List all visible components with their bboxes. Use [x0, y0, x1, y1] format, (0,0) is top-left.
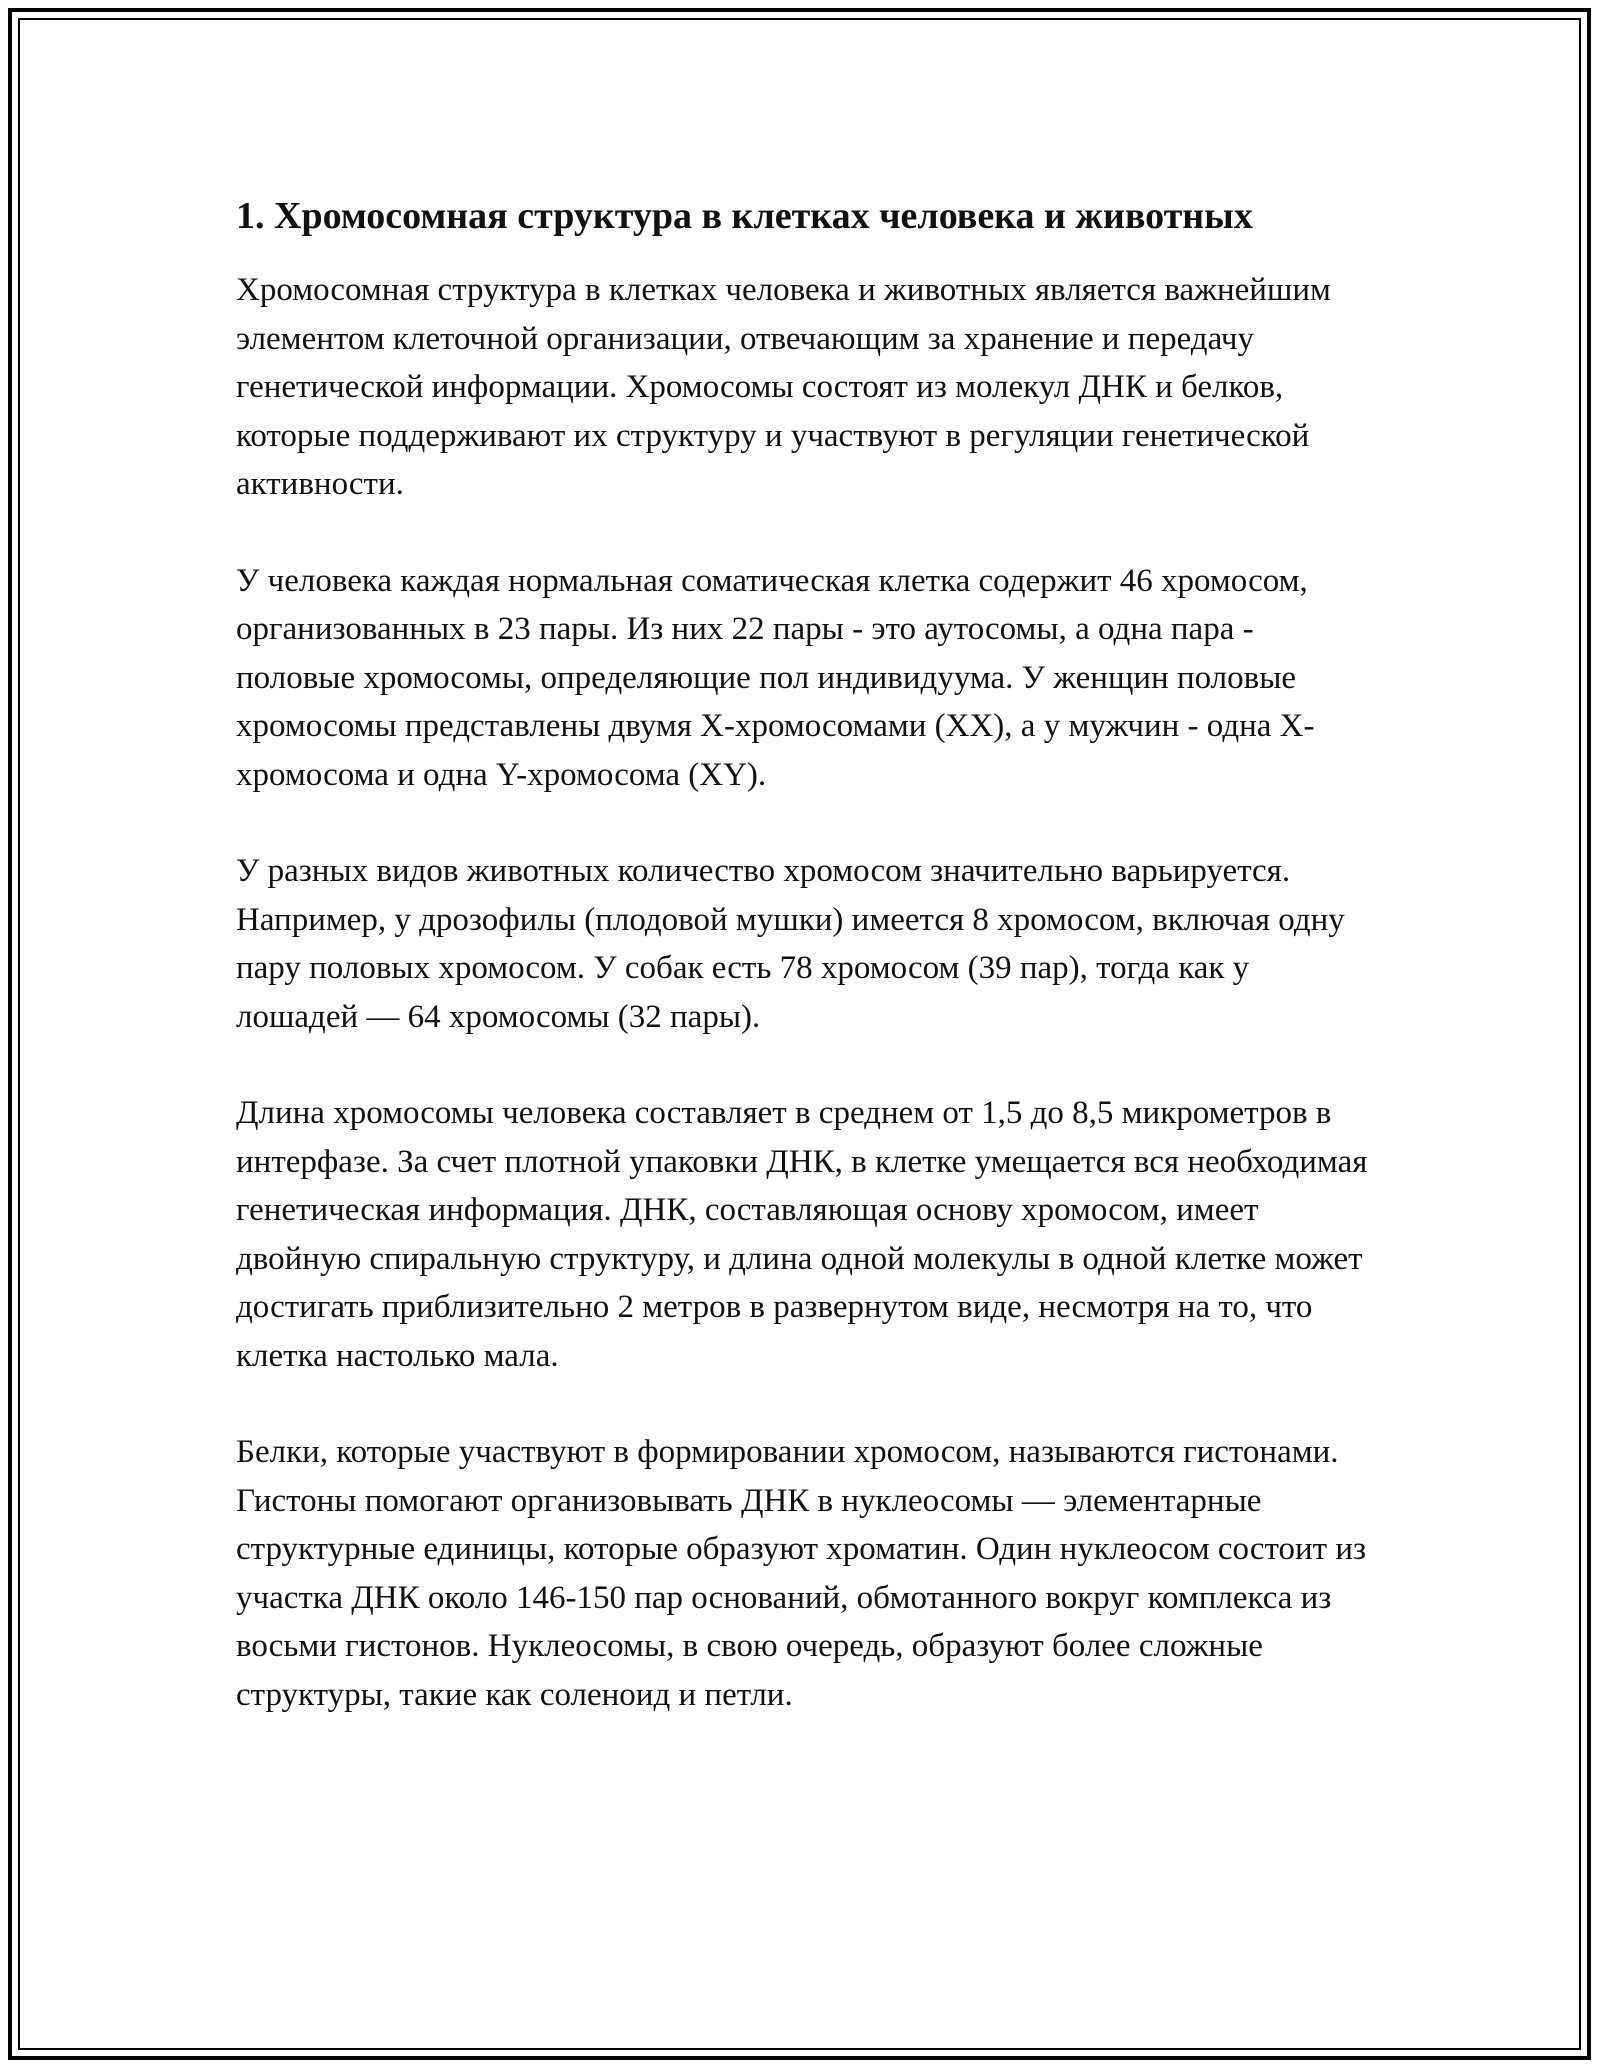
paragraph-histones: Белки, которые участвуют в формировании хромосом, называются гистонами. Гистоны помогают организовывать ДНК в нуклеосомы — элементарные структурные единицы, которые образуют хроматин. Один нуклеосом состоит из участка ДНК около 146-150 пар оснований, обмотанного вокруг комплекса из восьми гистонов. Нуклеосомы, в свою очередь, образуют более сложные структуры, такие как соленоид и петли. [236, 1434, 1367, 1713]
paragraph-animal-chromosomes: У разных видов животных количество хромосом значительно варьируется. Например, у дрозофилы (плодовой мушки) имеется 8 хромосом, включая одну пару половых хромосом. У собак есть 78 хромосом (39 пар), тогда как у лошадей — 64 хромосомы (32 пары). [236, 853, 1345, 1035]
paragraph-chromosome-length: Длина хромосомы человека составляет в среднем от 1,5 до 8,5 микрометров в интерфазе. За счет плотной упаковки ДНК, в клетке умещается вся необходимая генетическая информация. ДНК, составляющая основу хромосом, имеет двойную спиральную структуру, и длина одной молекулы в одной клетке может достигать приблизительно 2 метров в развернутом виде, несмотря на то, что клетка настолько мала. [236, 1095, 1368, 1374]
paragraph-human-chromosomes: У человека каждая нормальная соматическая клетка содержит 46 хромосом, организованных в 23 пары. Из них 22 пары - это аутосомы, а одна пара - половые хромосомы, определяющие пол индивидуума. У женщин половые хромосомы представлены двумя X-хромосомами (XX), а у мужчин - одна X-хромосома и одна Y-хромосома (XY). [236, 562, 1315, 793]
paragraph-intro: Хромосомная структура в клетках человека и животных является важнейшим элементом клеточной организации, отвечающим за хранение и передачу генетической информации. Хромосомы состоят из молекул ДНК и белков, которые поддерживают их структуру и участвуют в регуляции генетической активности. [236, 272, 1331, 502]
section-heading: 1. Хромосомная структура в клетках человека и животных [236, 195, 1253, 237]
document-body [236, 190, 1376, 1767]
